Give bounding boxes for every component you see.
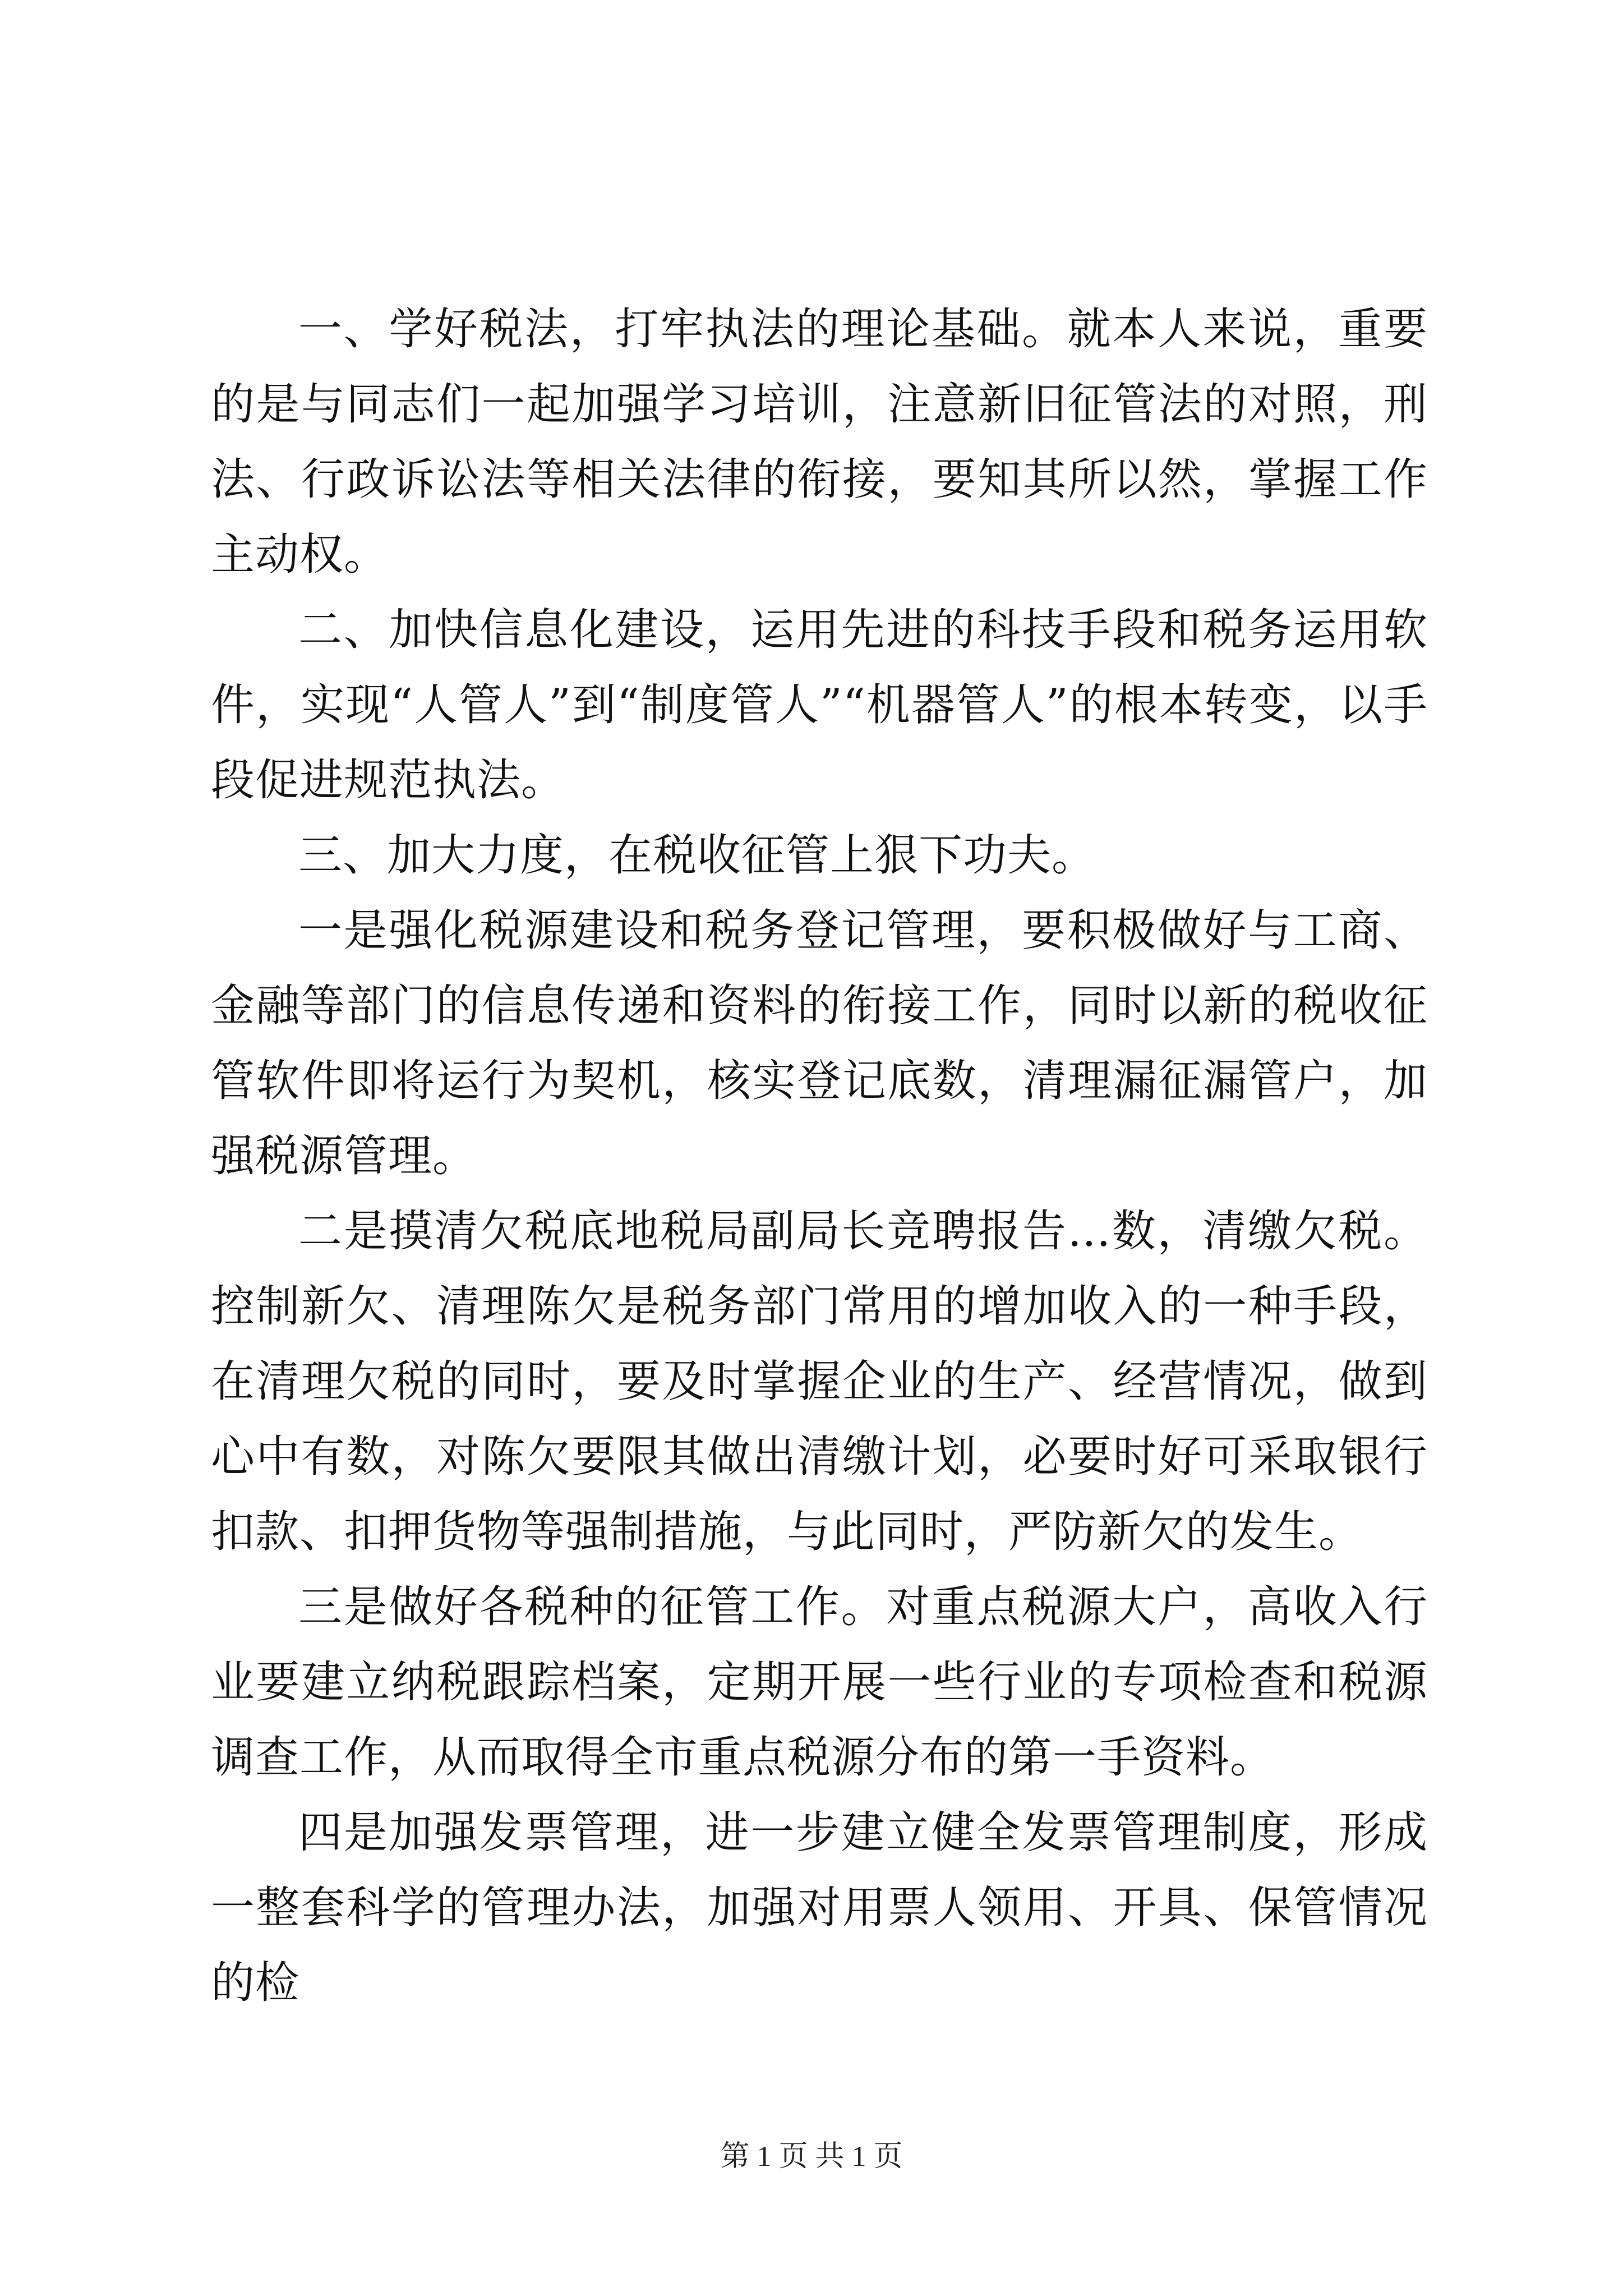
paragraph-5: 二是摸清欠税底地税局副局长竞聘报告...数，清缴欠税。控制新欠、清理陈欠是税务部门常用的增加收入的一种手段，在清理欠税的同时，要及时掌握企业的生产、经营情况，做到心中有数，对陈欠要限其做出清缴计划，必要时好可采取银行扣款、扣押货物等强制措施，与此同时，严防新欠的发生。 — [211, 1206, 1428, 1557]
paragraph-6: 三是做好各税种的征管工作。对重点税源大户，高收入行业要建立纳税跟踪档案，定期开展一些行业的专项检查和税源调查工作，从而取得全市重点税源分布的第一手资料。 — [211, 1582, 1428, 1783]
paragraph-1: 一、学好税法，打牢执法的理论基础。就本人来说，重要的是与同志们一起加强学习培训，注意新旧征管法的对照，刑法、行政诉讼法等相关法律的衔接，要知其所以然，掌握工作主动权。 — [211, 304, 1428, 580]
paragraph-3: 三、加大力度，在税收征管上狠下功夫。 — [298, 830, 1096, 881]
paragraph-2: 二、加快信息化建设，运用先进的科技手段和税务运用软件，实现“人管人”到“制度管人”“机器管人”的根本转变，以手段促进规范执法。 — [211, 605, 1428, 806]
document-body — [211, 292, 1428, 2021]
page-footer: 第 1 页 共 1 页 — [720, 2141, 903, 2173]
paragraph-7: 四是加强发票管理，进一步建立健全发票管理制度，形成一整套科学的管理办法，加强对用票人领用、开具、保管情况的检 — [211, 1807, 1428, 2008]
paragraph-4: 一是强化税源建设和税务登记管理，要积极做好与工商、金融等部门的信息传递和资料的衔接工作，同时以新的税收征管软件即将运行为契机，核实登记底数，清理漏征漏管户，加强税源管理。 — [211, 905, 1428, 1181]
